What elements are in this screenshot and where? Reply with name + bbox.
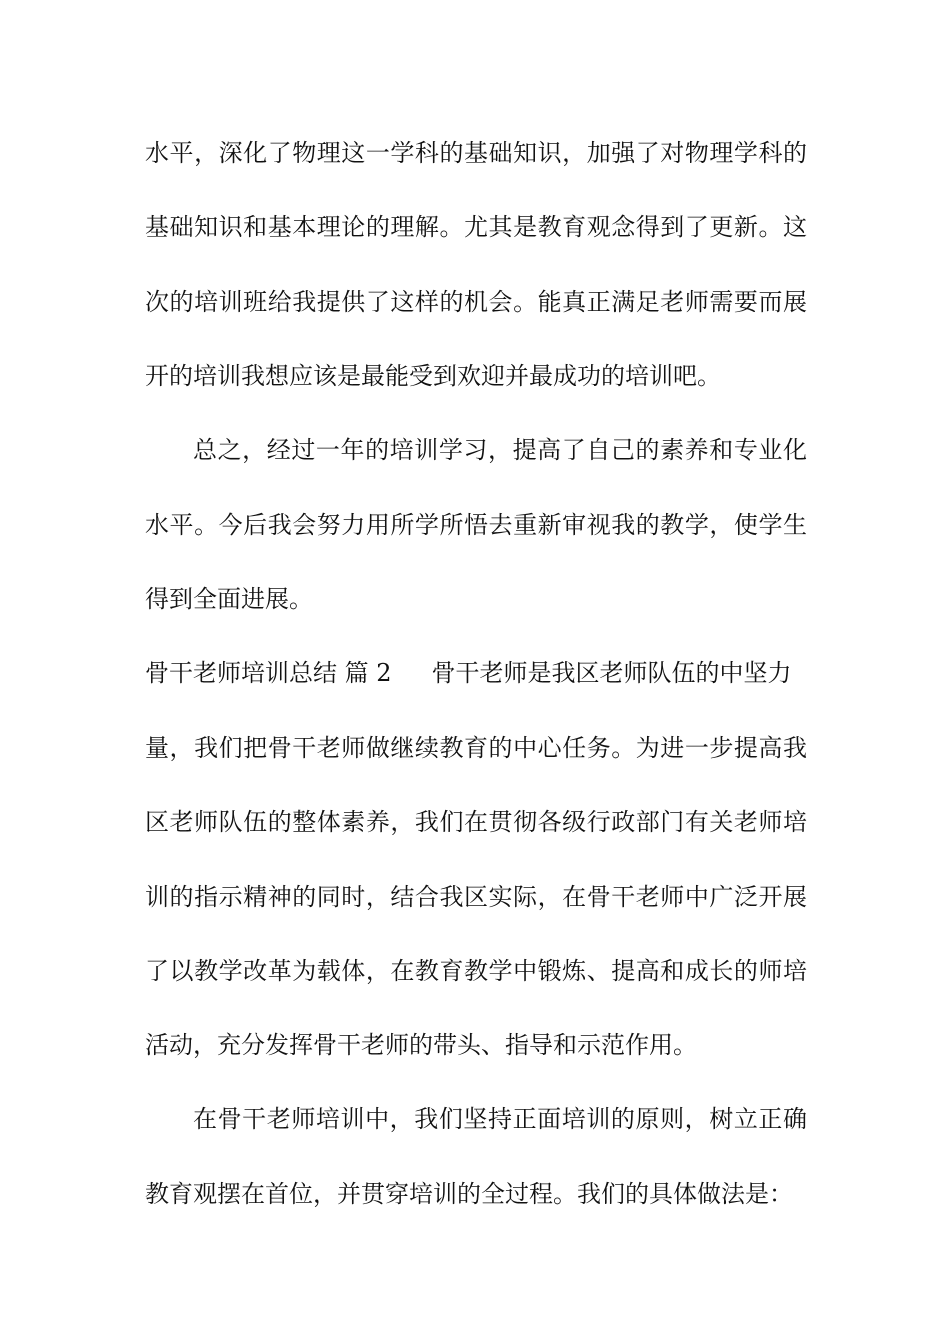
text-line: 训的指示精神的同时，结合我区实际，在骨干老师中广泛开展: [145, 883, 807, 911]
text-line: 水平。今后我会努力用所学所悟去重新审视我的教学，使学生: [145, 511, 807, 539]
text-line: 了以教学改革为载体，在教育教学中锻炼、提高和成长的师培: [145, 957, 807, 985]
text-line: 量，我们把骨干老师做继续教育的中心任务。为进一步提高我: [145, 734, 807, 762]
text-line: 活动，充分发挥骨干老师的带头、指导和示范作用。: [145, 1031, 697, 1059]
text-segment: 骨干老师是我区老师队伍的中坚力: [431, 659, 792, 687]
text-line: 次的培训班给我提供了这样的机会。能真正满足老师需要而展: [145, 288, 807, 316]
text-line: 基础知识和基本理论的理解。尤其是教育观念得到了更新。这: [145, 213, 807, 241]
text-line: 总之，经过一年的培训学习，提高了自己的素养和专业化: [193, 436, 807, 464]
text-line: 开的培训我想应该是最能受到欢迎并最成功的培训吧。: [145, 362, 721, 390]
text-line: 在骨干老师培训中，我们坚持正面培训的原则，树立正确: [193, 1105, 807, 1133]
section-heading: 骨干老师培训总结 篇 2: [145, 659, 392, 687]
text-line: 教育观摆在首位，并贯穿培训的全过程。我们的具体做法是：: [145, 1180, 793, 1208]
text-line: 得到全面进展。: [145, 585, 313, 613]
text-line: 水平，深化了物理这一学科的基础知识，加强了对物理学科的: [145, 139, 807, 167]
text-line: 区老师队伍的整体素养，我们在贯彻各级行政部门有关老师培: [145, 808, 807, 836]
heading-line: [145, 655, 807, 691]
